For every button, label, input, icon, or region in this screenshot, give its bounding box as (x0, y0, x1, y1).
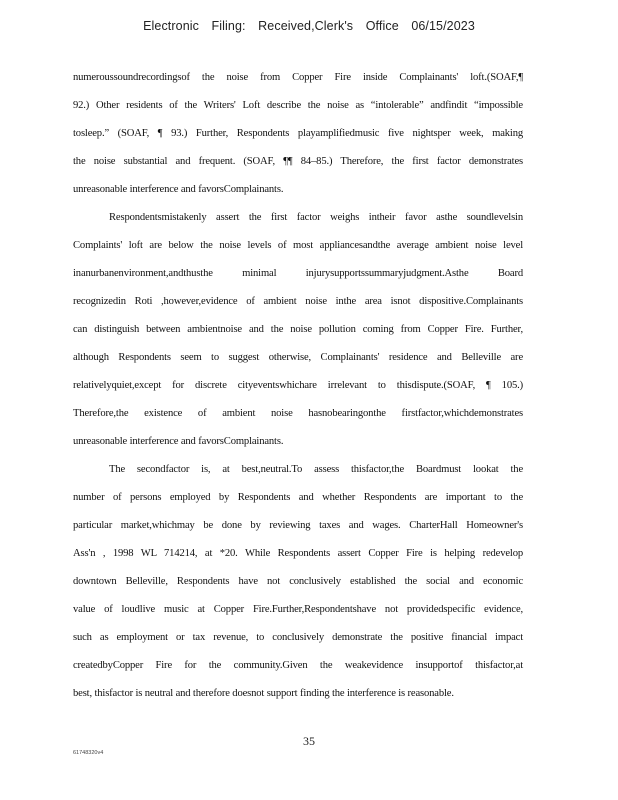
text-line: Respondentsmistakenly assert the first factor weighs intheir favor asthe soundlevelsin (109, 212, 523, 223)
text-line: Complaints' loft are below the noise levels of most appliancesandthe average ambient noise level (73, 240, 523, 251)
text-line: although Respondents seem to suggest otherwise, Complainants' residence and Belleville are (73, 352, 523, 363)
text-line: unreasonable interference and favorsComplainants. (73, 436, 284, 447)
text-line: unreasonable interference and favorsComplainants. (73, 184, 284, 195)
text-line: such as employment or tax revenue, to conclusively demonstrate the positive financial impact (73, 632, 523, 643)
page-number: 35 (303, 734, 315, 748)
document-id: 61748320v4 (73, 750, 104, 756)
text-line: tosleep.” (SOAF, ¶ 93.) Further, Respondents playamplifiedmusic five nightsper week, making (73, 128, 523, 139)
text-line: particular market,whichmay be done by reviewing taxes and wages. CharterHall Homeowner's (73, 520, 523, 531)
text-line: number of persons employed by Respondents and whether Respondents are important to the (73, 492, 523, 503)
filing-header: Electronic Filing: Received,Clerk's Office 06/15/2023 (143, 19, 475, 33)
text-line: the noise substantial and frequent. (SOAF, ¶¶ 84–85.) Therefore, the first factor demonstrates (73, 156, 523, 167)
text-line: numeroussoundrecordingsof the noise from Copper Fire inside Complainants' loft.(SOAF,¶ (73, 72, 523, 83)
document-body (73, 64, 523, 708)
text-line: can distinguish between ambientnoise and the noise pollution coming from Copper Fire. Further, (73, 324, 523, 335)
text-line: relativelyquiet,except for discrete cityeventswhichare irrelevant to thisdispute.(SOAF, ¶ 105.) (73, 380, 523, 391)
text-line: Therefore,the existence of ambient noise hasnobearingonthe firstfactor,whichdemonstrates (73, 408, 523, 419)
text-line: 92.) Other residents of the Writers' Loft describe the noise as “intolerable” andfindit “impossible (73, 100, 523, 111)
text-line: Ass'n , 1998 WL 714214, at *20. While Respondents assert Copper Fire is helping redevelop (73, 548, 523, 559)
text-line: createdbyCopper Fire for the community.Given the weakevidence insupportof thisfactor,at (73, 660, 523, 671)
text-line: best, thisfactor is neutral and therefore doesnot support finding the interference is reasonable. (73, 688, 454, 699)
text-line: downtown Belleville, Respondents have not conclusively established the social and economic (73, 576, 523, 587)
text-line: The secondfactor is, at best,neutral.To assess thisfactor,the Boardmust lookat the (109, 464, 523, 475)
text-line: value of loudlive music at Copper Fire.Further,Respondentshave not providedspecific evidence, (73, 604, 523, 615)
text-line: recognizedin Roti ,however,evidence of ambient noise inthe area isnot dispositive.Complainants (73, 296, 523, 307)
text-line: inanurbanenvironment,andthusthe minimal injurysupportssummaryjudgment.Asthe Board (73, 268, 523, 279)
